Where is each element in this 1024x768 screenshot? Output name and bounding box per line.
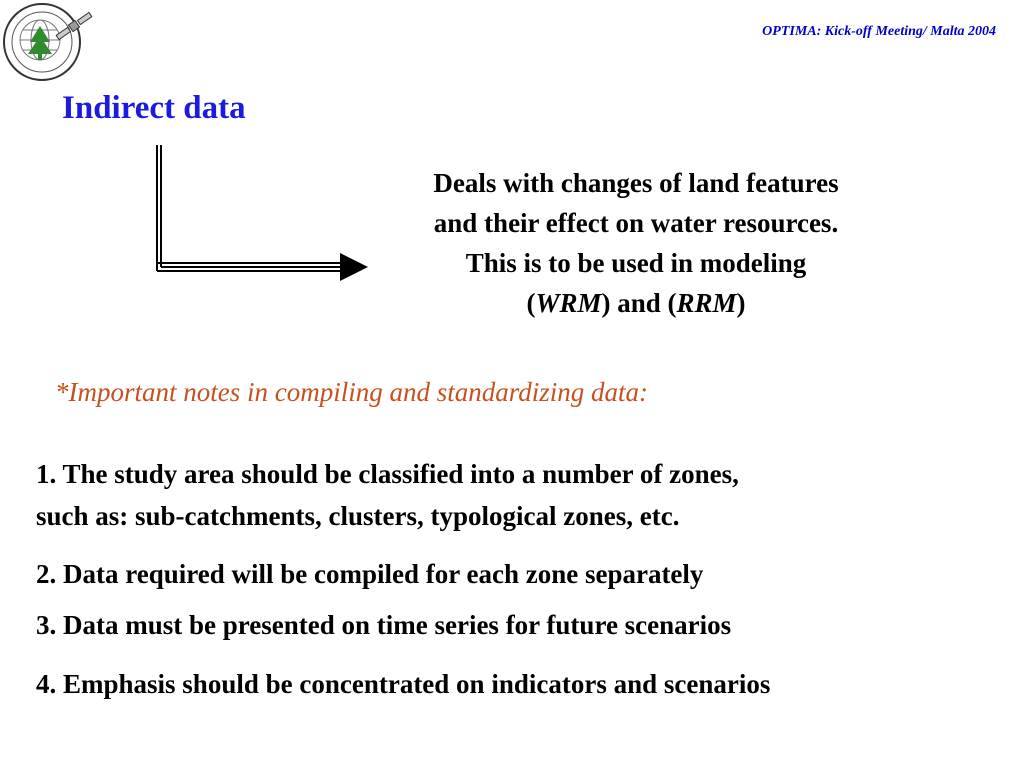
description-line-3: This is to be used in modeling — [465, 248, 807, 278]
list-item-line-1: 1. The study area should be classified into a number of zones, — [36, 459, 739, 489]
header-text: OPTIMA: Kick-off Meeting/ Malta 2004 — [762, 24, 996, 39]
paren-close: ) — [736, 288, 746, 318]
list-item-line-1: 4. Emphasis should be concentrated on indicators and scenarios — [36, 669, 771, 699]
description-line-1: Deals with changes of land features — [433, 168, 839, 198]
page-title: Indirect data — [62, 90, 246, 126]
arrow-right-icon — [150, 143, 375, 283]
list-item — [36, 553, 703, 595]
and-text: ) and ( — [601, 288, 677, 318]
rrm-term: RRM — [676, 288, 737, 318]
description-block — [372, 163, 900, 323]
paren-open: ( — [526, 288, 536, 318]
wrm-term: WRM — [535, 288, 602, 318]
important-note: *Important notes in compiling and standardizing data: — [55, 377, 648, 407]
description-line-4 — [372, 283, 900, 323]
list-item — [36, 663, 770, 705]
organization-logo — [0, 0, 112, 84]
list-item — [36, 453, 739, 537]
list-item — [36, 604, 731, 646]
list-item-line-1: 3. Data must be presented on time series for future scenarios — [36, 610, 732, 640]
list-item-line-2: such as: sub-catchments, clusters, typological zones, etc. — [36, 501, 680, 531]
list-item-line-1: 2. Data required will be compiled for each zone separately — [36, 559, 704, 589]
description-line-2: and their effect on water resources. — [433, 208, 839, 238]
